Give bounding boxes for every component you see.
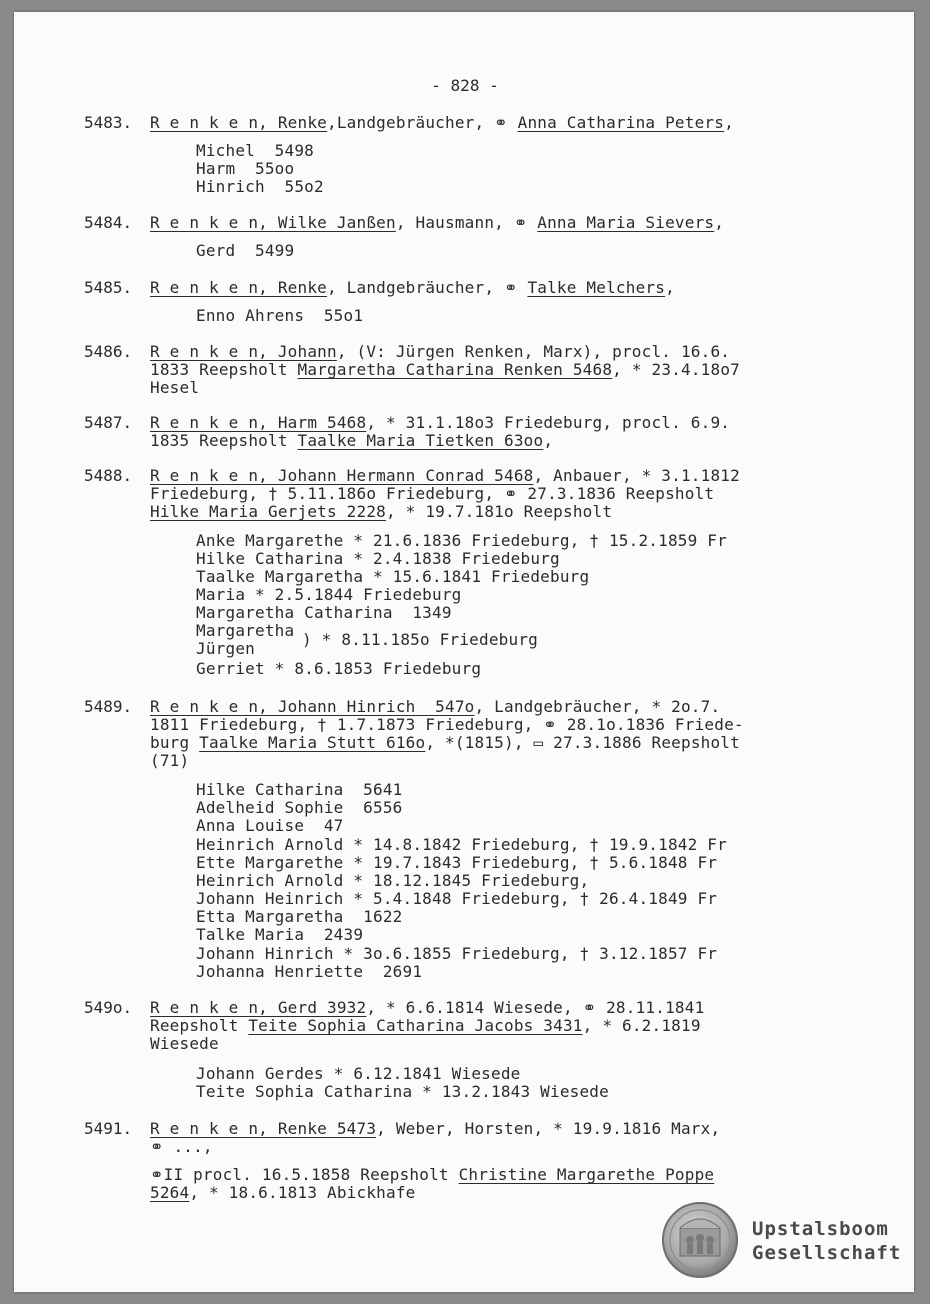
child-line: Heinrich Arnold * 18.12.1845 Friedeburg, (196, 871, 590, 890)
child-line: Anna Louise 47 (196, 816, 344, 835)
child-line: Margaretha Catharina 1349 (196, 603, 452, 622)
child-line: Teite Sophia Catharina * 13.2.1843 Wiesede (196, 1082, 609, 1101)
child-line: Johann Gerdes * 6.12.1841 Wiesede (196, 1064, 521, 1083)
underlined-name: R e n k e n, Wilke Janßen (150, 213, 396, 232)
child-line: Gerriet * 8.6.1853 Friedeburg (196, 659, 482, 678)
entry-extra-line (150, 1184, 416, 1202)
entry-line (150, 503, 612, 521)
text-segment: , Weber, Horsten, * 19.9.1816 Marx, (376, 1119, 721, 1138)
text-segment: , (724, 113, 734, 132)
text-segment: , (543, 431, 554, 450)
page-number: - 828 - (431, 76, 499, 95)
entry-number: 5483. (84, 113, 133, 132)
child-line: Etta Margaretha 1622 (196, 907, 403, 926)
seal-icon (658, 1200, 742, 1280)
child-line: Harm 55oo (196, 159, 295, 178)
entry-line (150, 716, 744, 734)
child-line: Hilke Catharina 5641 (196, 780, 403, 799)
society-logo (658, 1200, 908, 1280)
underlined-name: Margaretha Catharina Renken 5468 (297, 360, 613, 379)
underlined-name: 5264 (150, 1183, 190, 1202)
underlined-name: R e n k e n, Renke 5473 (150, 1119, 377, 1138)
child-line: Margaretha (196, 621, 295, 640)
text-segment: , * 6.6.1814 Wiesede, ⚭ 28.11.1841 (366, 998, 705, 1017)
twins-note: ) * 8.11.185o Friedeburg (302, 630, 538, 649)
entry-line (150, 361, 740, 379)
entry-line (150, 999, 704, 1017)
text-segment: Friedeburg, † 5.11.186o Friedeburg, ⚭ 27.3.1836 Reepsholt (150, 484, 715, 503)
child-line: Ette Margarethe * 19.7.1843 Friedeburg, † 5.6.1848 Fr (196, 853, 718, 872)
child-line: Johann Hinrich * 3o.6.1855 Friedeburg, † 3.12.1857 Fr (196, 944, 718, 963)
underlined-name: R e n k e n, Johann Hermann Conrad 5468 (150, 466, 534, 485)
entry-line (150, 1035, 219, 1053)
entry-number: 5489. (84, 697, 133, 716)
text-segment: , * 19.7.181o Reepsholt (386, 502, 613, 521)
underlined-name: Hilke Maria Gerjets 2228 (150, 502, 386, 521)
child-line: Michel 5498 (196, 141, 314, 160)
child-line: Johann Heinrich * 5.4.1848 Friedeburg, † 26.4.1849 Fr (196, 889, 718, 908)
child-line: Johanna Henriette 2691 (196, 962, 423, 981)
logo-line-1: Upstalsboom (752, 1218, 889, 1240)
child-line: Taalke Margaretha * 15.6.1841 Friedeburg (196, 567, 590, 586)
underlined-name: R e n k e n, Johann (150, 342, 337, 361)
entry-line (150, 698, 720, 716)
entry-line (150, 343, 730, 361)
text-segment: ⚭II procl. 16.5.1858 Reepsholt (150, 1165, 459, 1184)
child-line: Jürgen (196, 639, 255, 658)
underlined-name: R e n k e n, Harm 5468 (150, 413, 367, 432)
text-segment: 1835 Reepsholt (150, 431, 298, 450)
entry-number: 5487. (84, 413, 133, 432)
text-segment: , (714, 213, 725, 232)
entry-line (150, 485, 714, 503)
text-segment: , Landgebräucher, * 2o.7. (474, 697, 721, 716)
underlined-name: Taalke Maria Tietken 63oo (297, 431, 544, 450)
entry-number: 5485. (84, 278, 133, 297)
text-segment: ⚭ ..., (150, 1137, 213, 1156)
child-line: Maria * 2.5.1844 Friedeburg (196, 585, 462, 604)
entry-number: 5486. (84, 342, 133, 361)
entry-number: 549o. (84, 998, 133, 1017)
text-segment: , (665, 278, 675, 297)
entry-line (150, 114, 734, 132)
child-line: Enno Ahrens 55o1 (196, 306, 364, 325)
text-segment: Reepsholt (150, 1016, 249, 1035)
child-line: Talke Maria 2439 (196, 925, 364, 944)
text-segment: , Anbauer, * 3.1.1812 (533, 466, 740, 485)
entry-line (150, 1138, 213, 1156)
text-segment: , (V: Jürgen Renken, Marx), procl. 16.6. (336, 342, 731, 361)
entry-number: 5488. (84, 466, 133, 485)
child-line: Heinrich Arnold * 14.8.1842 Friedeburg, † 19.9.1842 Fr (196, 835, 727, 854)
entry-line (150, 279, 675, 297)
text-segment: burg (150, 733, 200, 752)
text-segment: , * 31.1.18o3 Friedeburg, procl. 6.9. (366, 413, 731, 432)
text-segment: Wiesede (150, 1034, 219, 1053)
text-segment: , *(1815), ▭ 27.3.1886 Reepsholt (425, 733, 740, 752)
text-segment: 1811 Friedeburg, † 1.7.1873 Friedeburg, ⚭ 28.1o.1836 Friede- (150, 715, 744, 734)
child-line: Gerd 5499 (196, 241, 295, 260)
entry-line (150, 1017, 701, 1035)
text-segment: ,Landgebräucher, ⚭ (327, 113, 518, 132)
entry-extra-line (150, 1166, 714, 1184)
underlined-name: R e n k e n, Renke (150, 113, 327, 132)
text-segment: (71) (150, 751, 190, 770)
text-segment: , Hausmann, ⚭ (395, 213, 538, 232)
entry-line (150, 379, 199, 397)
text-segment: 1833 Reepsholt (150, 360, 298, 379)
entry-number: 5484. (84, 213, 133, 232)
underlined-name: R e n k e n, Renke (150, 278, 327, 297)
child-line: Anke Margarethe * 21.6.1836 Friedeburg, † 15.2.1859 Fr (196, 531, 727, 550)
entry-line (150, 432, 553, 450)
underlined-name: Anna Maria Sievers (537, 213, 715, 232)
child-line: Hinrich 55o2 (196, 177, 324, 196)
underlined-name: R e n k e n, Gerd 3932 (150, 998, 367, 1017)
entry-number: 5491. (84, 1119, 133, 1138)
entry-line (150, 1120, 720, 1138)
underlined-name: Talke Melchers (527, 278, 666, 297)
child-line: Adelheid Sophie 6556 (196, 798, 403, 817)
underlined-name: Christine Margarethe Poppe (458, 1165, 715, 1184)
child-line: Hilke Catharina * 2.4.1838 Friedeburg (196, 549, 560, 568)
entry-line (150, 414, 730, 432)
entry-line (150, 734, 740, 752)
underlined-name: R e n k e n, Johann Hinrich 547o (150, 697, 475, 716)
text-segment: , * 6.2.1819 (582, 1016, 701, 1035)
underlined-name: Teite Sophia Catharina Jacobs 3431 (248, 1016, 583, 1035)
logo-line-2: Gesellschaft (752, 1242, 902, 1264)
text-segment: , * 18.6.1813 Abickhafe (189, 1183, 416, 1202)
text-segment: Hesel (150, 378, 200, 397)
underlined-name: Taalke Maria Stutt 616o (199, 733, 426, 752)
underlined-name: Anna Catharina Peters (517, 113, 725, 132)
entry-line (150, 214, 724, 232)
text-segment: , Landgebräucher, ⚭ (327, 278, 528, 297)
text-segment: , * 23.4.18o7 (612, 360, 740, 379)
entry-line (150, 467, 740, 485)
entry-line (150, 752, 189, 770)
